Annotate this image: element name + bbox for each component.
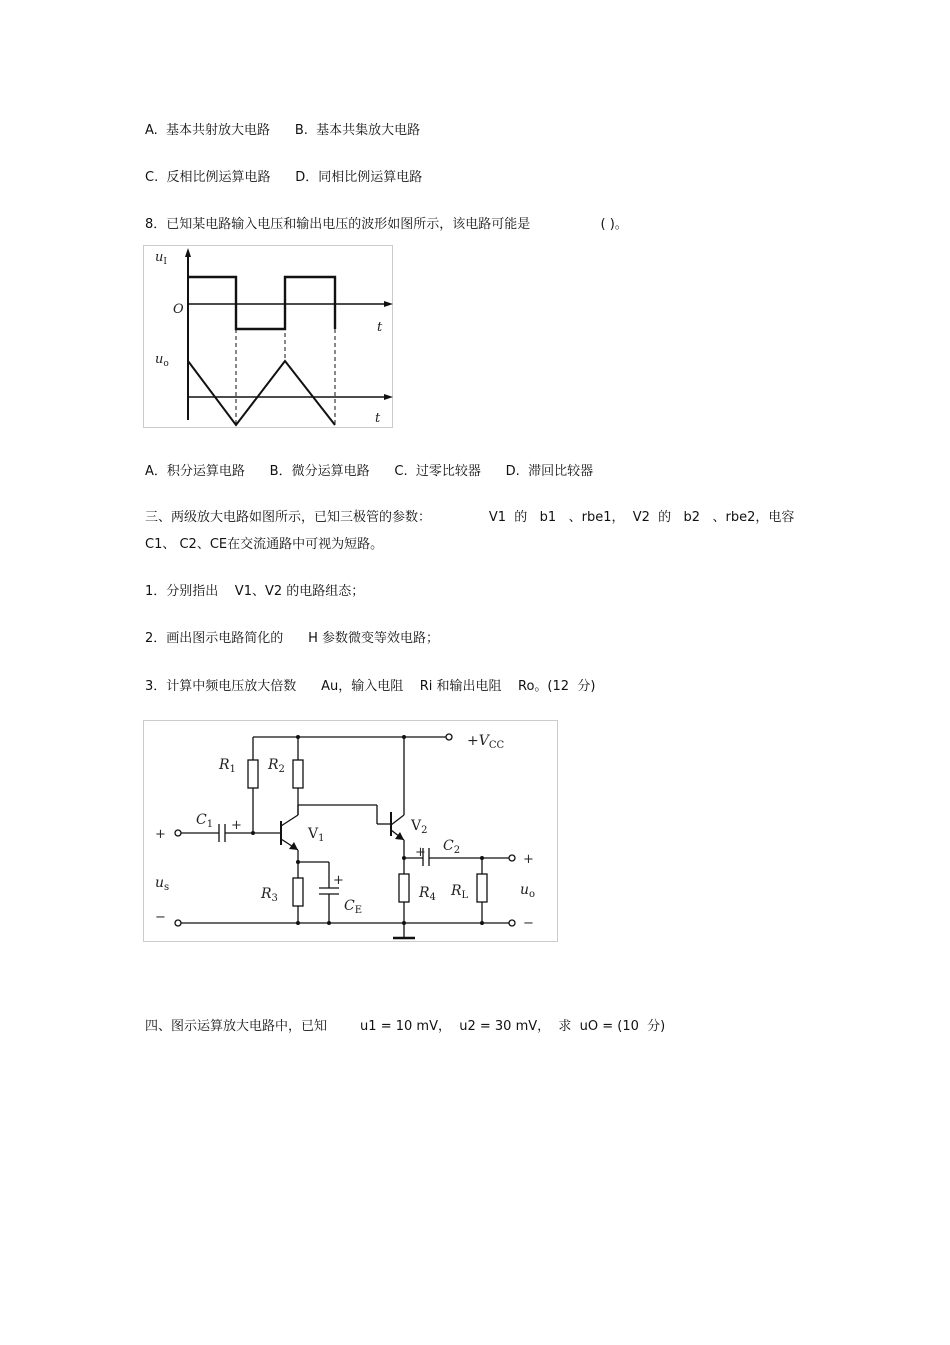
v2-label: $V_2$ bbox=[411, 818, 428, 836]
r3-label: $R_3$ bbox=[261, 886, 278, 904]
q3-item-1: 1．分别指出 V1、V2 的电路组态； bbox=[145, 584, 365, 599]
vcc-label: $+V_{CC}$ bbox=[467, 733, 505, 751]
time-axis-label: t bbox=[377, 320, 383, 335]
amplifier-circuit-figure bbox=[143, 720, 558, 942]
ce-plus-sign: + bbox=[333, 873, 344, 888]
c2-label: $C_2$ bbox=[443, 838, 461, 856]
input-minus-sign: − bbox=[155, 910, 166, 925]
c1-label: $C_1$ bbox=[196, 812, 214, 830]
q4-intro: 四、图示运算放大电路中，已知 u1 = 10 mV， u2 = 30 mV， 求 uO = (10 分) bbox=[145, 1019, 666, 1034]
q3-intro-line-2: C1、 C2、CE在交流通路中可视为短路。 bbox=[145, 537, 384, 552]
waveform-figure bbox=[143, 245, 393, 428]
input-voltage-label: $u_I$ bbox=[155, 250, 167, 267]
output-minus-sign: − bbox=[523, 916, 534, 931]
q3-item-2: 2．画出图示电路简化的 H 参数微变等效电路； bbox=[145, 631, 439, 646]
c2-plus-sign: + bbox=[415, 845, 426, 860]
q7-options-ab: A. 基本共射放大电路 B. 基本共集放大电路 bbox=[145, 123, 421, 138]
origin-label: O bbox=[173, 302, 184, 317]
q3-intro-line-1: 三、两级放大电路如图所示，已知三极管的参数： V1 的 b1 、rbe1， V2 的 b2 、rbe2，电容 bbox=[145, 510, 795, 525]
q8-options: A．积分运算电路 B．微分运算电路 C. 过零比较器 D. 滞回比较器 bbox=[145, 464, 594, 479]
rl-label: $R_L$ bbox=[451, 883, 469, 901]
input-plus-sign: + bbox=[155, 827, 166, 842]
v1-label: $V_1$ bbox=[308, 826, 325, 844]
r4-label: $R_4$ bbox=[419, 885, 436, 903]
q3-item-3: 3．计算中频电压放大倍数 Au，输入电阻 Ri 和输出电阻 Ro。(12 分) bbox=[145, 679, 596, 694]
r2-label: $R_2$ bbox=[268, 757, 285, 775]
time-axis-label-2: t bbox=[375, 411, 381, 426]
q8-question: 8．已知某电路输入电压和输出电压的波形如图所示，该电路可能是 ( )。 bbox=[145, 217, 628, 232]
q7-options-cd: C. 反相比例运算电路 D．同相比例运算电路 bbox=[145, 170, 423, 185]
output-voltage-label: $u_o$ bbox=[155, 352, 169, 369]
output-plus-sign: + bbox=[523, 852, 534, 867]
us-label: $u_s$ bbox=[155, 875, 170, 893]
ce-label: $C_E$ bbox=[344, 898, 363, 916]
uo-label: $u_o$ bbox=[520, 882, 536, 900]
r1-label: $R_1$ bbox=[219, 757, 236, 775]
c1-plus-sign: + bbox=[231, 818, 242, 833]
